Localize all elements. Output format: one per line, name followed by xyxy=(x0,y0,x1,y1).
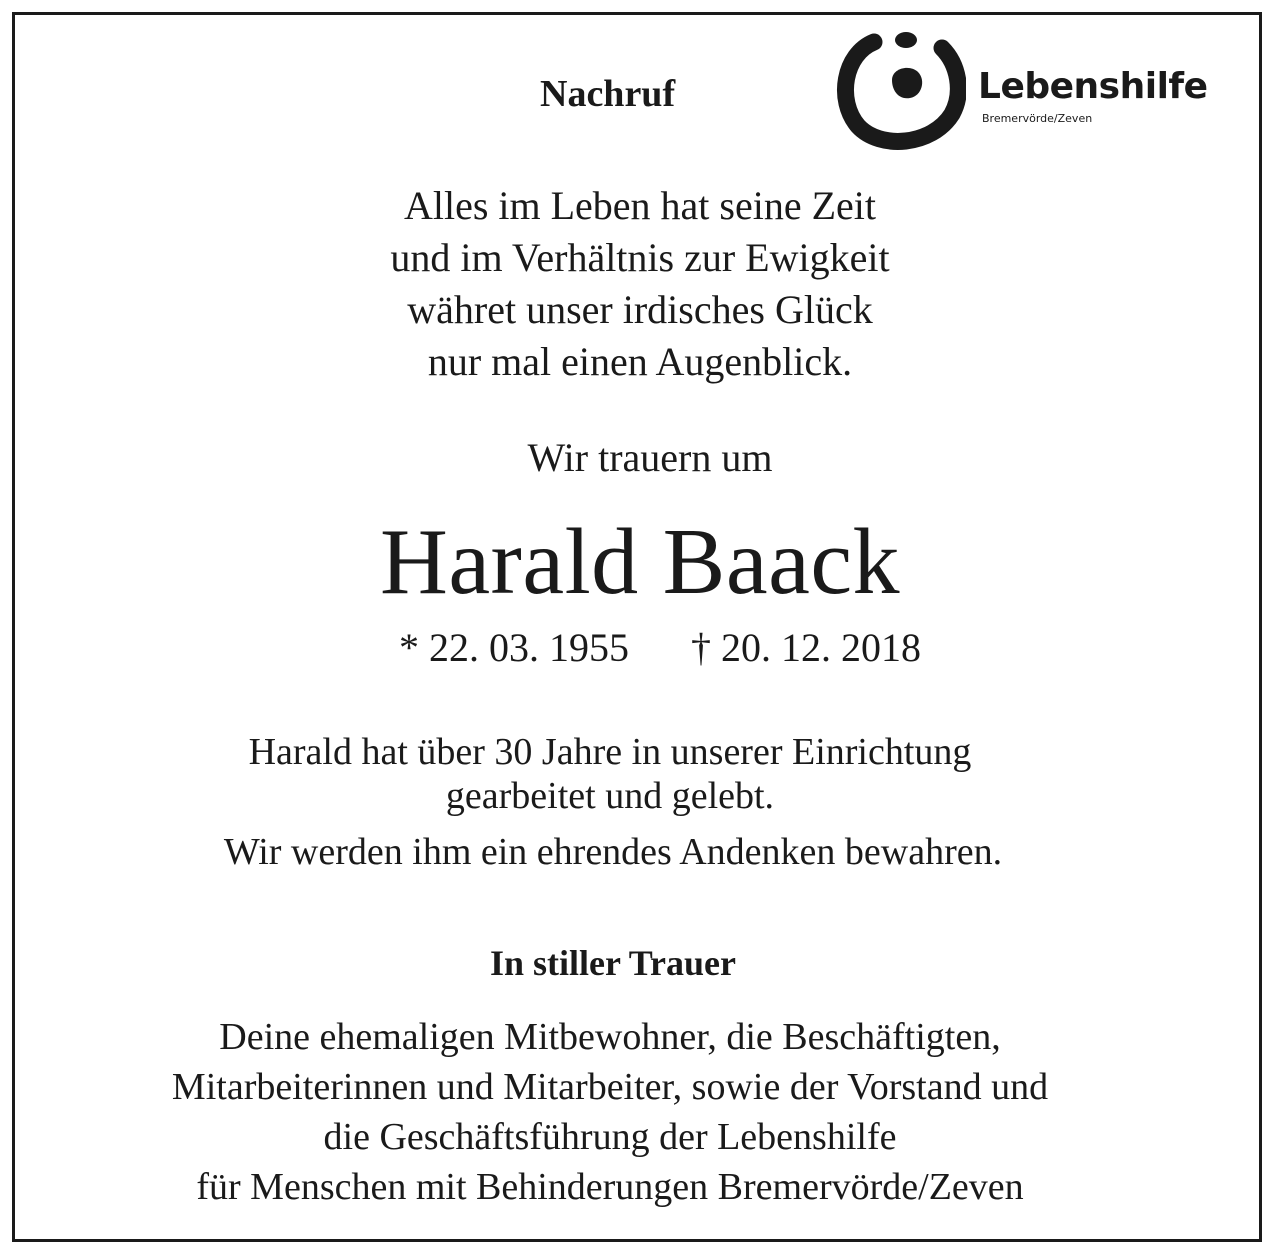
death-date: † 20. 12. 2018 xyxy=(691,625,921,670)
logo-subtitle: Bremervörde/Zeven xyxy=(982,112,1093,125)
remembrance-line: Wir werden ihm ein ehrendes Andenken bewahren. xyxy=(223,831,1003,873)
tribute-line: gearbeitet und gelebt. xyxy=(445,775,775,817)
obituary-heading: Nachruf xyxy=(540,73,676,115)
signer-line: für Menschen mit Behinderungen Bremervörde/Zeven xyxy=(196,1166,1024,1208)
logo-wordmark: Lebenshilfe xyxy=(978,66,1208,107)
tribute-line: Harald hat über 30 Jahre in unserer Einrichtung xyxy=(248,731,972,773)
signers xyxy=(0,1012,1220,1212)
mourning-intro: Wir trauern um xyxy=(527,435,773,480)
signer-line: Deine ehemaligen Mitbewohner, die Beschäftigten, xyxy=(219,1016,1001,1058)
lebenshilfe-logo-icon xyxy=(836,30,966,150)
poem-line: Alles im Leben hat seine Zeit xyxy=(403,183,877,228)
poem-line: und im Verhältnis zur Ewigkeit xyxy=(390,235,890,280)
signoff-heading: In stiller Trauer xyxy=(490,943,736,983)
birth-date: * 22. 03. 1955 xyxy=(399,625,629,670)
poem-line: währet unser irdisches Glück xyxy=(407,287,873,332)
signer-line: Mitarbeiterinnen und Mitarbeiter, sowie der Vorstand und xyxy=(171,1066,1049,1108)
poem-line: nur mal einen Augenblick. xyxy=(427,339,853,384)
tribute-text xyxy=(0,730,1220,818)
poem xyxy=(0,180,1280,388)
life-dates xyxy=(0,624,1280,671)
signer-line: die Geschäftsführung der Lebenshilfe xyxy=(323,1116,897,1158)
deceased-name: Harald Baack xyxy=(379,510,901,614)
